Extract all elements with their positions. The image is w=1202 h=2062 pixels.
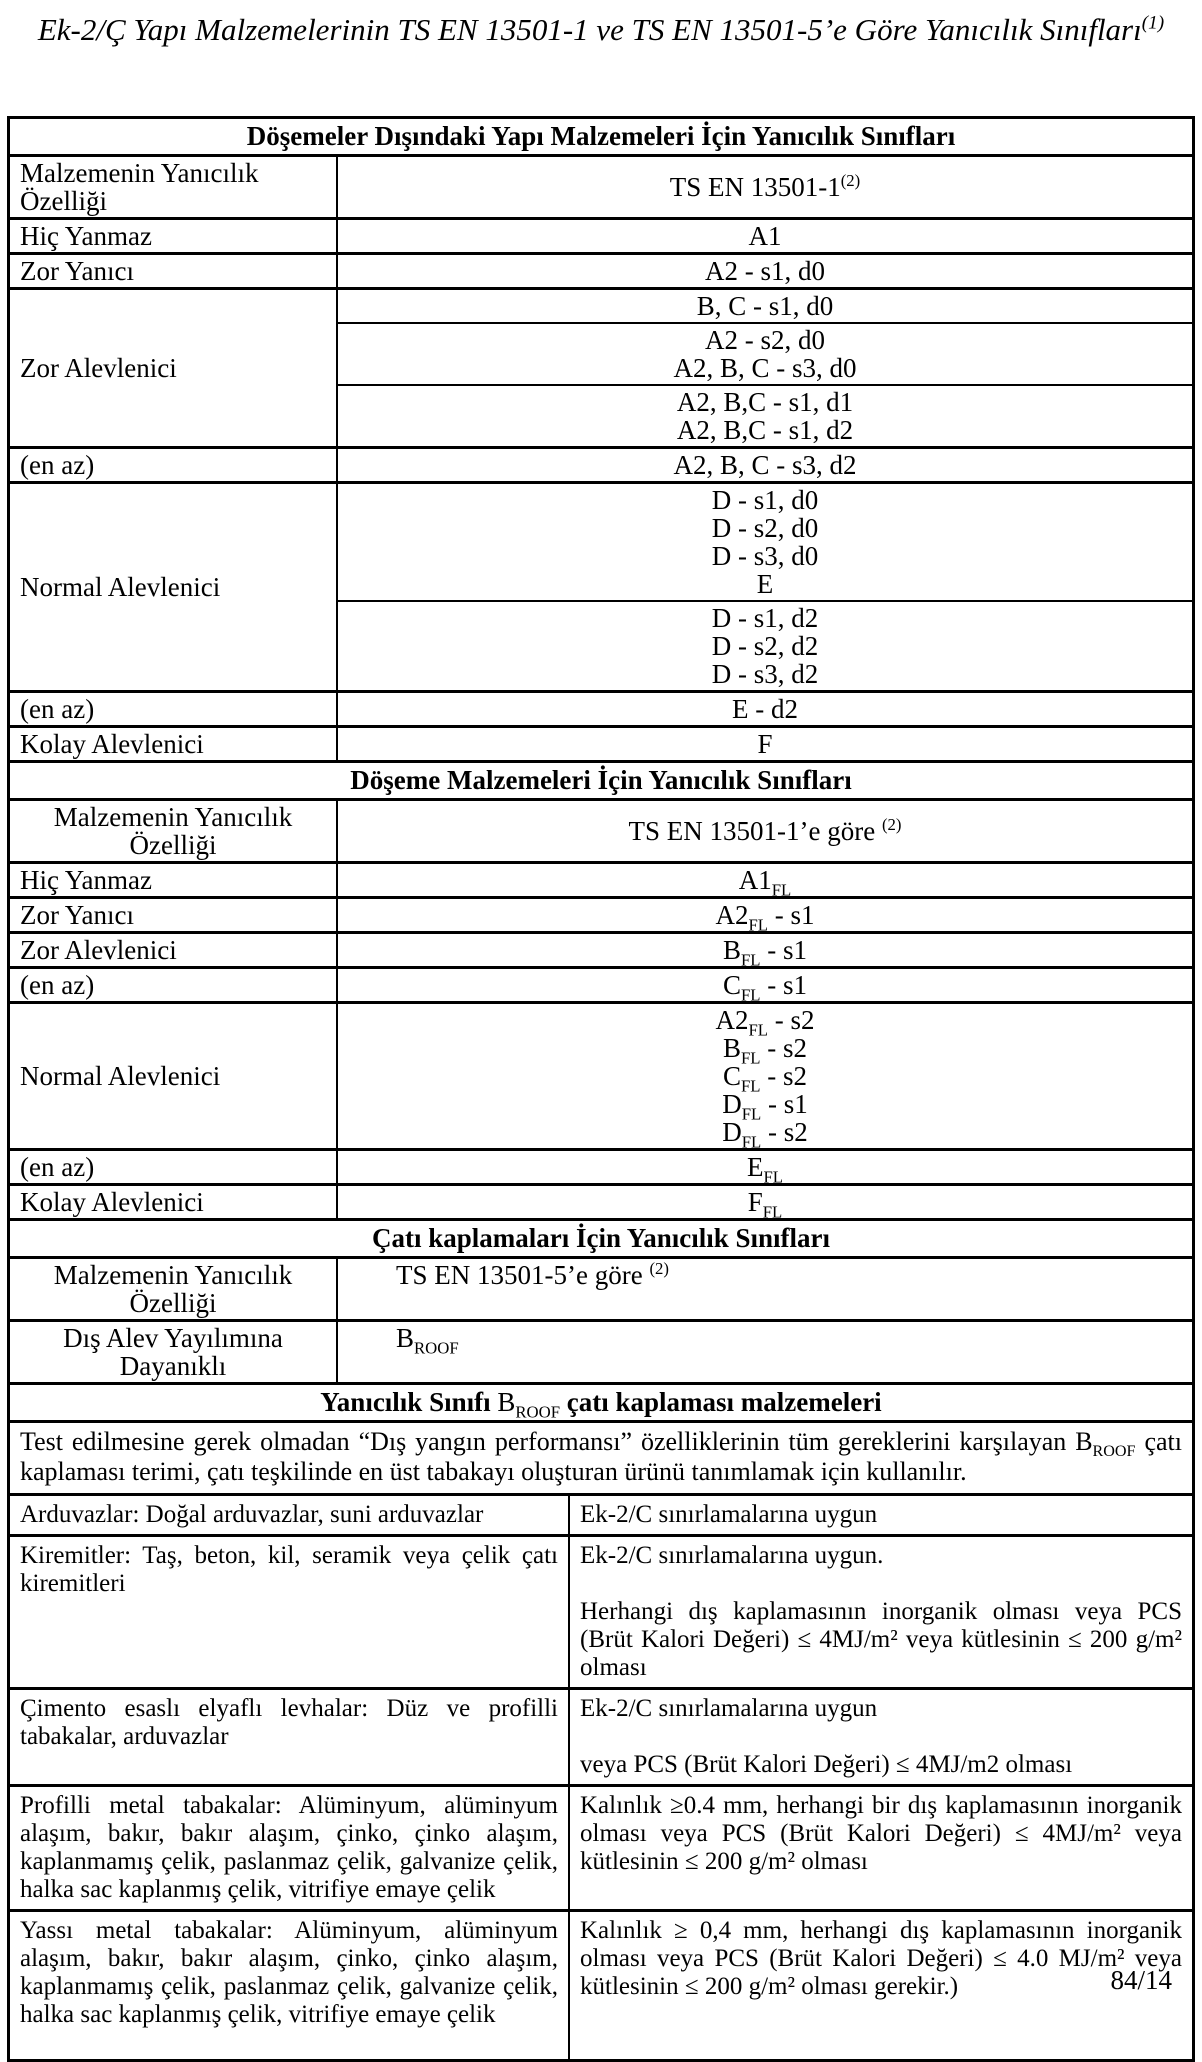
class-subcell — [338, 449, 1192, 481]
class-subcell — [338, 899, 1192, 935]
class-values-cell — [338, 1004, 1192, 1152]
section-header-row — [10, 119, 1192, 154]
class-value: $B_{FL} - s2$ — [722, 1033, 808, 1068]
class-value: D - s1, d0 — [711, 485, 819, 515]
class-values-cell — [338, 899, 1192, 935]
blank-line — [580, 1570, 1182, 1598]
class-value: E — [756, 569, 774, 599]
class-row — [10, 252, 1192, 287]
class-subcell — [338, 220, 1192, 252]
material-requirement — [570, 1912, 1192, 2059]
roof-material-row — [10, 1534, 1192, 1687]
class-subcell — [338, 934, 1192, 970]
row-label: Normal Alevlenici — [10, 1004, 338, 1148]
class-value: $C_{FL} - s1$ — [722, 970, 808, 1005]
class-value: $F_{FL}$ — [747, 1187, 783, 1222]
class-value: D - s3, d2 — [711, 659, 819, 689]
material-requirement — [570, 1690, 1192, 1784]
class-row — [10, 1001, 1192, 1152]
class-subcell — [338, 1004, 1192, 1152]
class-value: A2, B, C - s3, d2 — [673, 450, 857, 480]
class-subcell — [338, 600, 1192, 690]
property-row — [10, 1256, 1192, 1319]
broof-value: $B_{ROOF}$ — [396, 1323, 459, 1358]
classification-tables — [7, 116, 1195, 2062]
class-values-cell — [338, 220, 1192, 252]
row-label: Normal Alevlenici — [10, 484, 338, 690]
class-value: A2 - s1, d0 — [705, 256, 825, 286]
class-value: B, C - s1, d0 — [696, 291, 834, 321]
row-label: (en az) — [10, 693, 338, 725]
class-value: D - s1, d2 — [711, 603, 819, 633]
class-value: F — [757, 729, 773, 759]
class-value: $A2_{FL} - s2$ — [715, 1005, 815, 1040]
class-row — [10, 690, 1192, 725]
requirement-paragraph: Herhangi dış kaplamasının inorganik olması veya PCS (Brüt Kalori Değeri) ≤ 4MJ/m² veya kütlesinin ≤ 200 g/m² olması — [580, 1598, 1182, 1681]
row-label: Zor Alevlenici — [10, 934, 338, 966]
class-values-cell — [338, 728, 1192, 760]
row-label: (en az) — [10, 1151, 338, 1183]
class-values-cell — [338, 449, 1192, 481]
page-title: Ek-2/Ç Yapı Malzemelerinin TS EN 13501-1 ve TS EN 13501-5’e Göre Yanıcılık Sınıfları$^{(1)}$ — [37, 12, 1165, 47]
class-values-cell — [338, 969, 1192, 1005]
requirement-paragraph: Ek-2/C sınırlamalarına uygun — [580, 1501, 878, 1528]
material-description: Çimento esaslı elyaflı levhalar: Düz ve profilli tabakalar, arduvazlar — [10, 1690, 570, 1784]
section-header-row — [10, 1218, 1192, 1256]
blank-line — [580, 1723, 1182, 1751]
property-label: Malzemenin Yanıcılık Özelliği — [10, 801, 338, 861]
section-header-text: Döşemeler Dışındaki Yapı Malzemeleri İçin Yanıcılık Sınıfları — [246, 121, 956, 151]
class-value: E - d2 — [732, 694, 798, 724]
class-row — [10, 481, 1192, 690]
class-values-cell — [338, 484, 1192, 690]
standard-cell: TS EN 13501-1’e göre $^{(2)}$ — [628, 815, 902, 846]
material-requirement — [570, 1787, 1192, 1909]
row-label: (en az) — [10, 449, 338, 481]
class-values-cell — [338, 1186, 1192, 1222]
class-values-cell — [338, 255, 1192, 287]
class-row — [10, 1183, 1192, 1222]
class-subcell — [338, 255, 1192, 287]
class-values-cell — [338, 1151, 1192, 1187]
row-label: Zor Yanıcı — [10, 899, 338, 931]
broof-definition-paragraph: Test edilmesine gerek olmadan “Dış yangın performansı” özelliklerinin tüm gereklerini karşılayan $B_{ROOF}$ çatı kaplaması terimi, çatı teşkilinde en üst tabakayı oluşturan ürünü tanımlamak için kullanılır. — [10, 1420, 1192, 1493]
class-row — [10, 446, 1192, 481]
material-requirement — [570, 1496, 1192, 1534]
class-value: A1 — [748, 221, 782, 251]
class-value: D - s2, d0 — [711, 513, 819, 543]
class-subcell — [338, 384, 1192, 446]
row-label: Dış Alev Yayılımına Dayanıklı — [10, 1322, 338, 1382]
requirement-paragraph: veya PCS (Brüt Kalori Değeri) ≤ 4MJ/m2 olması — [580, 1751, 1073, 1778]
section-header-text: Çatı kaplamaları İçin Yanıcılık Sınıfları — [371, 1223, 831, 1253]
section-roof-coverings — [10, 1218, 1192, 1420]
section-header-text: Döşeme Malzemeleri İçin Yanıcılık Sınıfları — [350, 765, 852, 795]
roof-material-row — [10, 1687, 1192, 1784]
section-header-row — [10, 760, 1192, 798]
class-subcell — [338, 1186, 1192, 1222]
class-subcell — [338, 322, 1192, 384]
class-row — [10, 896, 1192, 935]
material-description: Yassı metal tabakalar: Alüminyum, alüminyum alaşım, bakır, bakır alaşım, çinko, çinko alaşım, kaplanmamış çelik, paslanmaz çelik, galvanize çelik, halka sac kaplanmış çelik, vitrifiye emaye çelik — [10, 1912, 570, 2059]
class-value: A2, B,C - s1, d1 — [676, 387, 854, 417]
class-value: A2, B,C - s1, d2 — [676, 415, 854, 445]
standard-cell: TS EN 13501-1$^{(2)}$ — [669, 171, 861, 202]
material-requirement — [570, 1537, 1192, 1687]
standard-cell: TS EN 13501-5’e göre $^{(2)}$ — [396, 1259, 669, 1290]
property-label: Malzemenin Yanıcılık Özelliği — [10, 157, 338, 217]
class-row — [10, 861, 1192, 900]
class-row — [10, 966, 1192, 1005]
class-row — [10, 1148, 1192, 1187]
class-value: $B_{FL} - s1$ — [722, 935, 808, 970]
class-value: D - s2, d2 — [711, 631, 819, 661]
roof-materials-table — [10, 1493, 1192, 2059]
row-label: Kolay Alevlenici — [10, 1186, 338, 1218]
class-row — [10, 217, 1192, 252]
class-subcell — [338, 1151, 1192, 1187]
class-value: $D_{FL} - s1$ — [722, 1089, 808, 1124]
document-page — [0, 12, 1202, 2028]
property-row — [10, 798, 1192, 861]
class-value: $E_{FL}$ — [746, 1152, 784, 1187]
material-description: Profilli metal tabakalar: Alüminyum, alüminyum alaşım, bakır, bakır alaşım, çinko, çinko alaşım, kaplanmamış çelik, paslanmaz çelik, galvanize çelik, halka sac kaplanmış çelik, vitrifiye emaye çelik — [10, 1787, 570, 1909]
requirement-paragraph: Ek-2/C sınırlamalarına uygun. — [580, 1542, 884, 1569]
class-subcell — [338, 484, 1192, 600]
row-label: Zor Alevlenici — [10, 290, 338, 446]
property-row — [10, 154, 1192, 217]
row-label: Hiç Yanmaz — [10, 864, 338, 896]
class-subcell — [338, 693, 1192, 725]
class-subcell — [338, 728, 1192, 760]
requirement-paragraph: Kalınlık ≥ 0,4 mm, herhangi dış kaplamasının inorganik olması veya PCS (Brüt Kalori Değeri) ≤ 4.0 MJ/m² veya kütlesinin ≤ 200 g/m² olması gerekir.) — [580, 1917, 1182, 2000]
property-label: Malzemenin Yanıcılık Özelliği — [10, 1259, 338, 1319]
class-value: A2, B, C - s3, d0 — [673, 353, 857, 383]
class-row — [10, 725, 1192, 760]
class-value: D - s3, d0 — [711, 541, 819, 571]
page-number: 84/14 — [1110, 1965, 1172, 1995]
requirement-paragraph: Ek-2/C sınırlamalarına uygun — [580, 1695, 878, 1722]
section-header-row — [10, 1382, 1192, 1420]
class-value: $C_{FL} - s2$ — [722, 1061, 808, 1096]
roof-material-row — [10, 1784, 1192, 1909]
material-description: Arduvazlar: Doğal arduvazlar, suni arduvazlar — [10, 1496, 570, 1534]
broof-row — [10, 1319, 1192, 1382]
row-label: (en az) — [10, 969, 338, 1001]
class-values-cell — [338, 934, 1192, 970]
material-description: Kiremitler: Taş, beton, kil, seramik veya çelik çatı kiremitleri — [10, 1537, 570, 1687]
class-row — [10, 287, 1192, 446]
class-values-cell — [338, 693, 1192, 725]
class-value: A2 - s2, d0 — [705, 325, 825, 355]
section-floor-materials — [10, 760, 1192, 1222]
roof-material-row — [10, 1909, 1192, 2059]
class-values-cell — [338, 290, 1192, 446]
class-subcell — [338, 290, 1192, 322]
roof-material-row — [10, 1493, 1192, 1534]
requirement-paragraph: Kalınlık ≥0.4 mm, herhangi bir dış kaplamasının inorganik olması veya PCS (Brüt Kalori Değeri) ≤ 4MJ/m² veya kütlesinin ≤ 200 g/m² olması — [580, 1792, 1182, 1875]
row-label: Hiç Yanmaz — [10, 220, 338, 252]
class-row — [10, 931, 1192, 970]
class-value: $D_{FL} - s2$ — [722, 1117, 808, 1152]
class-subcell — [338, 969, 1192, 1005]
row-label: Zor Yanıcı — [10, 255, 338, 287]
row-label: Kolay Alevlenici — [10, 728, 338, 760]
section-non-floor-materials — [10, 119, 1192, 760]
section-header-text: Yanıcılık Sınıfı $B_{ROOF}$ çatı kaplaması malzemeleri — [320, 1387, 882, 1422]
class-values-cell — [338, 864, 1192, 900]
class-value: $A1_{FL}$ — [738, 865, 792, 900]
class-subcell — [338, 864, 1192, 900]
class-value: $A2_{FL} - s1$ — [715, 900, 815, 935]
